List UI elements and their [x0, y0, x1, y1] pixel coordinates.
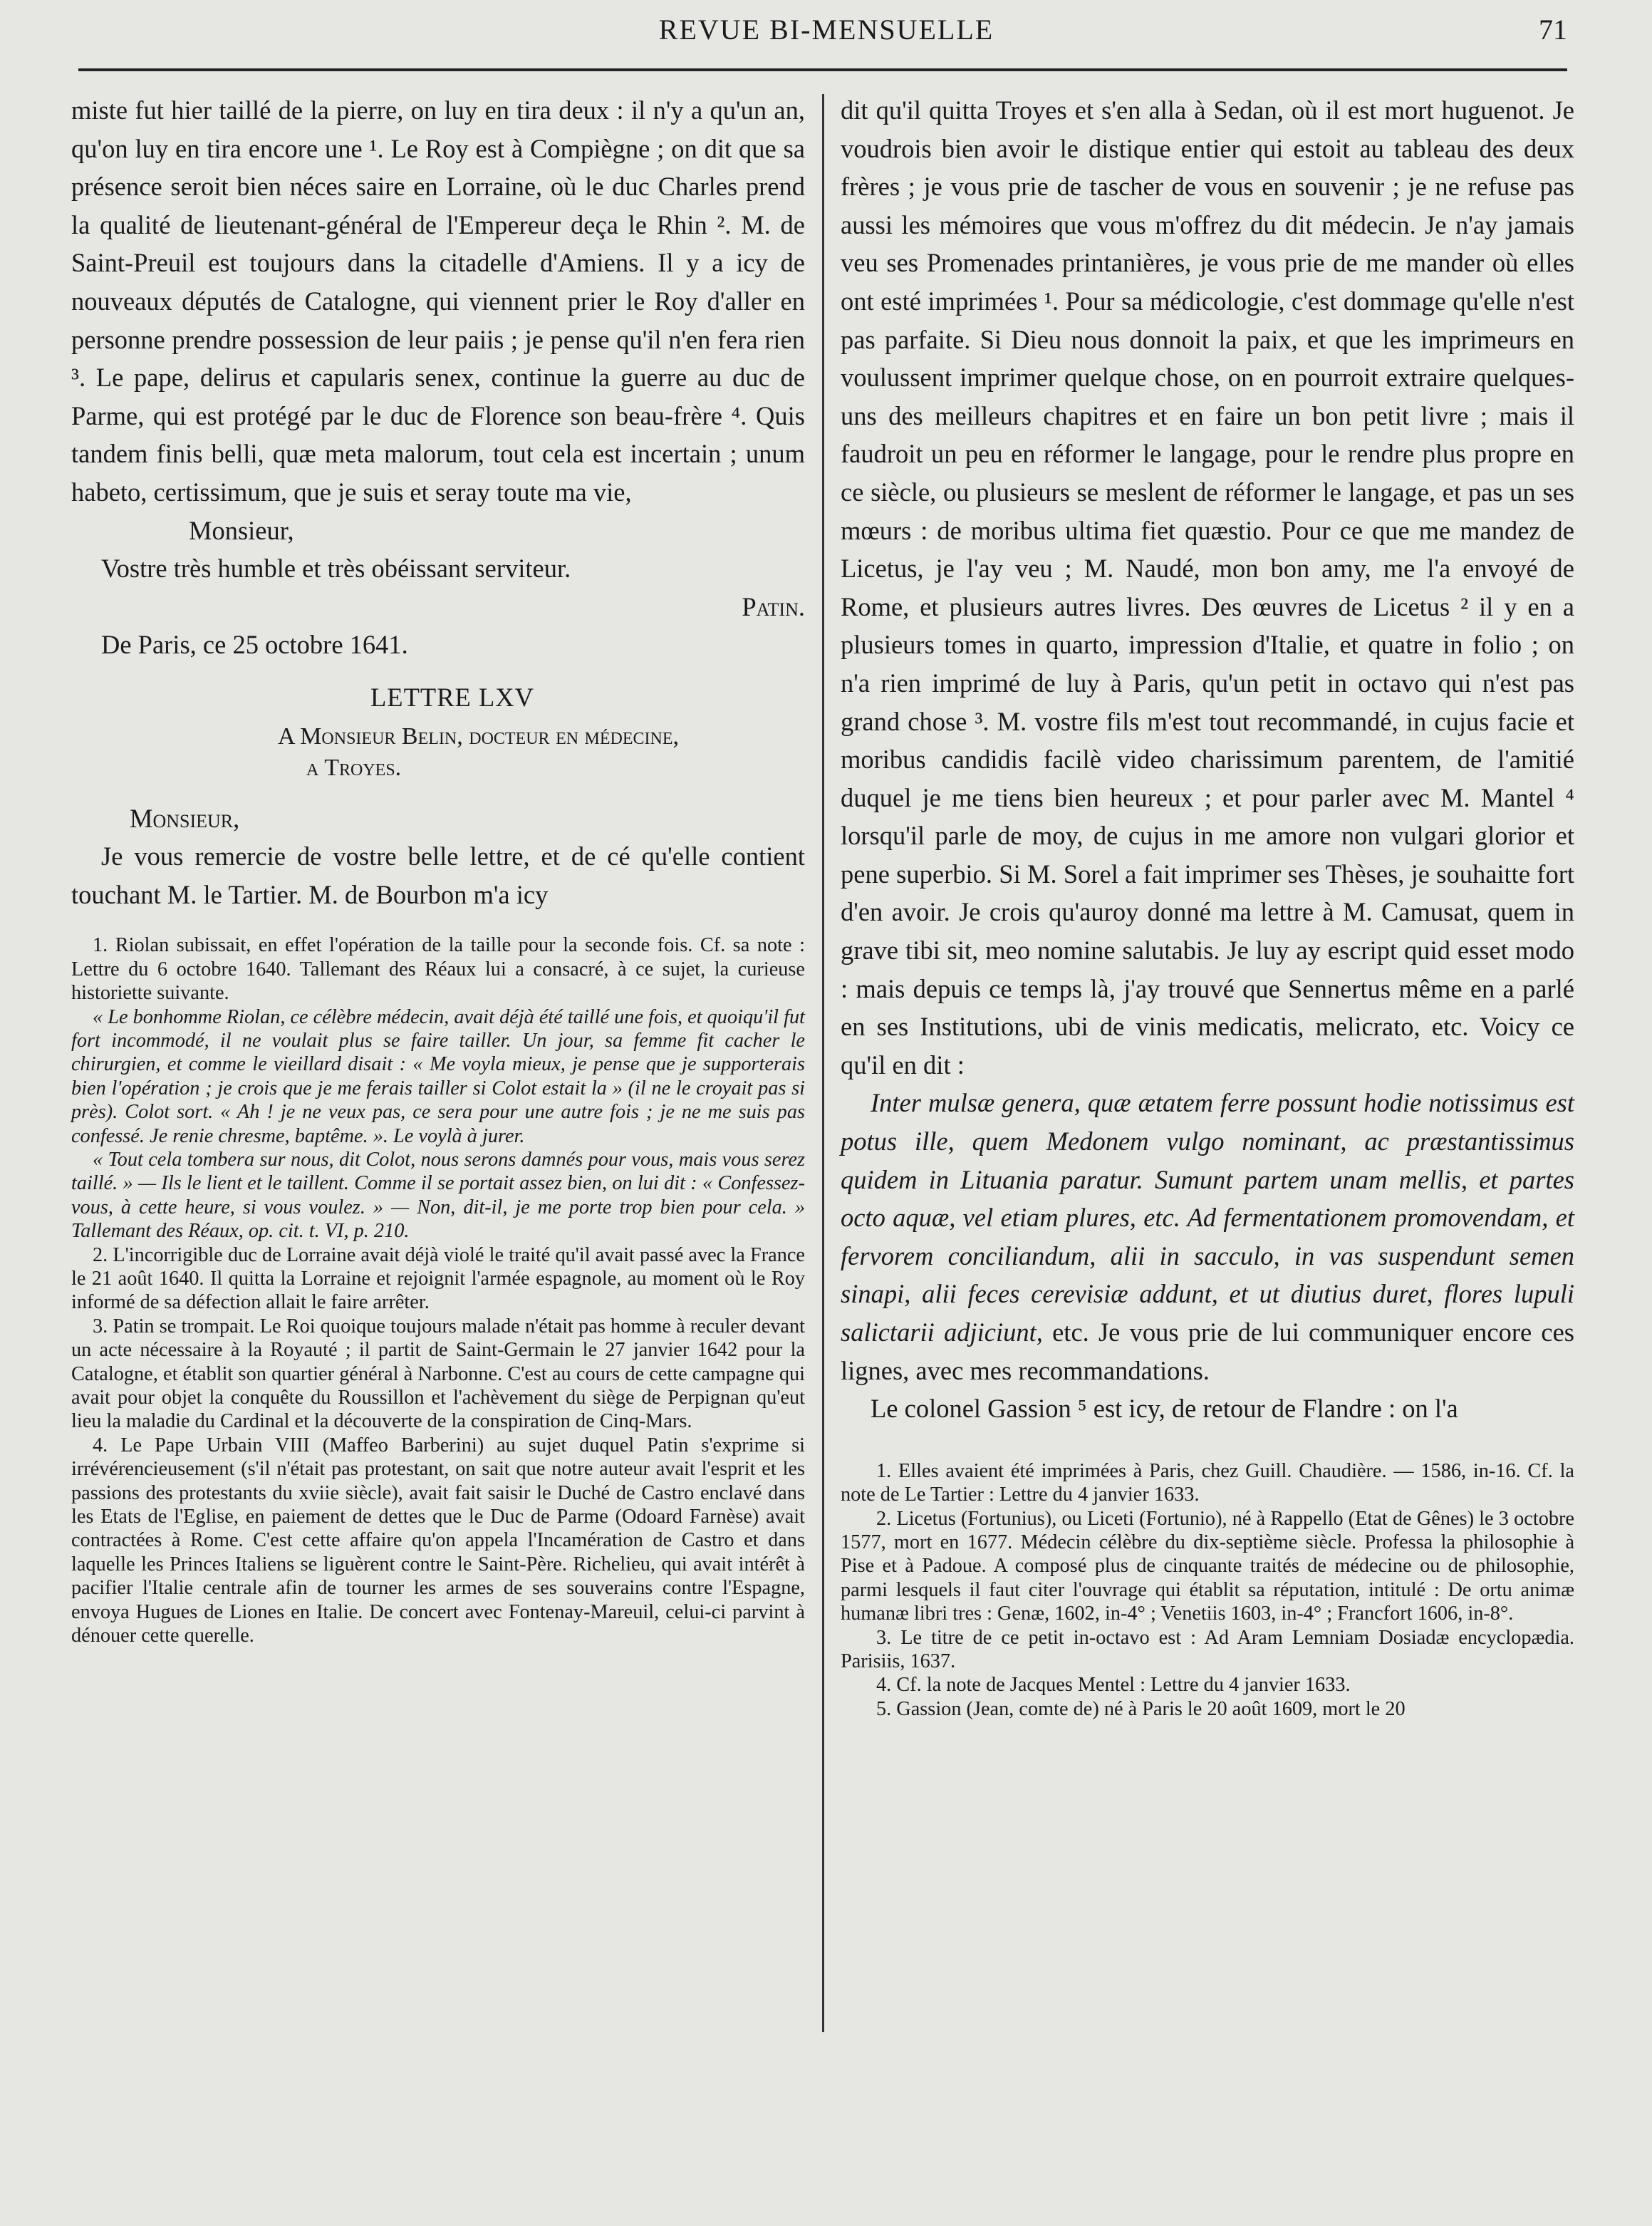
latin-quotation: Inter mulsæ genera, quæ ætatem ferre possunt hodie notissimus est potus ille, quem Medonem vulgo nominant, ac præstantissimus quidem in Lituania paratur. Sumunt partem unam mellis, et partes octo aquæ, vel etiam plures, etc. Ad fermentationem promovendam, et fervorem conciliandum, alii in sacculo, in vas suspendunt semen sinapi, alii feces cerevisiæ addunt, et ut diutius duret, flores lupuli salictarii adjiciunt,	[841, 1088, 1574, 1347]
right-paragraph-1: dit qu'il quitta Troyes et s'en alla à Sedan, où il est mort huguenot. Je voudrois bien avoir le distique entier qui estoit au tableau des deux frères ; je vous prie de tascher de vous en souvenir ; je ne refuse pas aussi les mémoires que vous m'offrez du dit médecin. Je n'ay jamais veu ses Promenades printanières, je vous prie de me mander où elles ont esté imprimées ¹. Pour sa médicologie, c'est dommage qu'elle n'est pas parfaite. Si Dieu nous donnoit la paix, et que les imprimeurs en voulussent imprimer quelque chose, on en pourroit extraire quelques-uns des meilleurs chapitres et en faire un bon petit livre ; mais il faudroit un peu en réformer le langage, pour le rendre plus propre en ce siècle, ou plusieurs se meslent de réformer le langage, et pas un ses mœurs : de moribus ultima fiet quæstio. Pour ce que me mandez de Licetus, je l'ay veu ; M. Naudé, mon bon amy, me l'a envoyé de Rome, et plusieurs autres livres. Des œuvres de Licetus ² il y en a plusieurs tomes in quarto, impression d'Italie, et quatre in folio ; on n'a rien imprimé de luy à Paris, qu'un petit in octavo qui n'est pas grand chose ³. M. vostre fils m'est tout recommandé, in cujus facie et moribus candidis facilè video charissimum parentem, de l'amitié duquel je me tiens bien heureux ; et pour parler avec M. Mantel ⁴ lorsqu'il parle de moy, de cujus in me amore non vulgari glorior et pene superbio. Si M. Sorel a fait imprimer ses Thèses, je souhaitte fort d'en avoir. Je crois qu'auroy donné ma lettre à M. Camusat, quem in grave tibi sit, meo nomine salutabis. Je luy ay escript quid esset modo : mais depuis ce temps là, j'ay trouvé que Sennertus même en a parlé en ses Institutions, ubi de vinis medicatis, melicrato, etc. Voicy ce qu'il en dit :	[841, 95, 1574, 1080]
footnote: 3. Le titre de ce petit in-octavo est : Ad Aram Lemniam Dosiadæ encyclopædia. Parisiis, 1637.	[841, 1626, 1574, 1673]
latin-quotation-paragraph	[841, 1084, 1574, 1389]
left-footnotes	[71, 933, 805, 1647]
header-rule	[78, 68, 1567, 71]
dateline: De Paris, ce 25 octobre 1641.	[101, 630, 408, 660]
left-paragraph-1: miste fut hier taillé de la pierre, on luy en tira deux : il n'y a qu'un an, qu'on luy en tira encore une ¹. Le Roy est à Compiègne ; on dit que sa présence seroit bien néces saire en Lorraine, où le duc Charles prend la qualité de lieutenant-général de l'Empereur deça le Rhin ². M. de Saint-Preuil est toujours dans la citadelle d'Amiens. Il y a icy de nouveaux députés de Catalogne, qui viennent prier le Roy d'aller en personne prendre possession de leur paiis ; je pense qu'il n'en fera rien ³. Le pape, delirus et capularis senex, continue la guerre au duc de Parme, qui est protégé par le duc de Florence son beau-frère ⁴. Quis tandem finis belli, quæ meta malorum, tout cela est incertain ; unum habeto, certissimum, que je suis et seray toute ma vie,	[71, 95, 805, 507]
left-column	[71, 91, 805, 1647]
footnote: 4. Cf. la note de Jacques Mentel : Lettre du 4 janvier 1633.	[876, 1674, 1351, 1697]
running-head	[71, 13, 1581, 56]
quotation-tail: etc. Je vous prie de lui communiquer encore ces lignes, avec mes recommandations.	[841, 1318, 1575, 1385]
footnote-quotation: « Le bonhomme Riolan, ce célèbre médecin, avait déjà été taillé une fois, et quoiqu'il fut fort incommodé, il ne voulait plus se faire tailler. Un jour, sa femme fit cacher le chirurgien, et comme le vieillard disait : « Me voyla mieux, je pense que je supporterais bien l'opération ; je crois que je me ferais tailler si Colot estait la » (il ne le croyait pas si près). Colot sort. « Ah ! je ne veux pas, ce sera pour une autre fois ; je ne me suis pas confessé. Je renie chresme, baptême. ». Le voylà à jurer.	[71, 1005, 805, 1147]
footnote: 2. L'incorrigible duc de Lorraine avait déjà violé le traité qu'il avait passé avec la France le 21 août 1640. Il quitta la Lorraine et rejoignit l'armée espagnole, au moment où le Roy informé de sa défection allait le faire arrêter.	[71, 1243, 805, 1314]
footnote: 1. Riolan subissait, en effet l'opération de la taille pour la seconde fois. Cf. sa note : Lettre du 6 octobre 1640. Tallemant des Réaux lui a consacré, à ce sujet, la curieuse historiette suivante.	[71, 934, 805, 1005]
closing-formula: Vostre très humble et très obéissant serviteur.	[101, 554, 571, 584]
left-paragraph-2: Je vous remercie de vostre belle lettre, et de cé qu'elle contient touchant M. le Tartier. M. de Bourbon m'a icy	[71, 842, 805, 909]
letter-heading: LETTRE LXV	[370, 682, 534, 712]
footnote-quotation: « Tout cela tombera sur nous, dit Colot, nous serons damnés pour vous, mais vous serez taillé. » — Ils le lient et le taillent. Comme il se portait assez bien, on lui dit : « Confessez-vous, à cette heure, si vous voulez. » — Non, dit-il, je me porte trop bien pour cela. » Tallemant des Réaux, op. cit. t. VI, p. 210.	[71, 1148, 805, 1243]
footnote: 1. Elles avaient été imprimées à Paris, chez Guill. Chaudière. — 1586, in-16. Cf. la note de Le Tartier : Lettre du 4 janvier 1633.	[841, 1459, 1574, 1506]
signature: Patin.	[742, 591, 805, 621]
salutation: Monsieur,	[189, 515, 294, 545]
letter-address	[71, 721, 805, 784]
right-column	[841, 91, 1574, 1721]
right-paragraph-3: Le colonel Gassion ⁵ est icy, de retour de Flandre : on l'a	[871, 1394, 1458, 1424]
footnote: 5. Gassion (Jean, comte de) né à Paris le 20 août 1609, mort le 20	[876, 1697, 1406, 1720]
address-line-1: A Monsieur Belin, docteur en médecine,	[278, 723, 680, 750]
column-divider	[822, 94, 824, 2032]
page-number: 71	[1539, 14, 1567, 46]
salutation-2: Monsieur,	[130, 803, 240, 833]
footnote: 3. Patin se trompait. Le Roi quoique toujours malade n'était pas homme à reculer devant un acte nécessaire à la Royauté ; il partit de Saint-Germain le 27 janvier 1642 pour la Catalogne, et établit son quartier général à Narbonne. C'est au cours de cette campagne qui avait pour objet la conquête du Roussillon et l'achèvement du siège de Perpignan qu'eut lieu la maladie du Cardinal et la découverte de la conspiration de Cinq-Mars.	[71, 1315, 805, 1433]
footnote: 4. Le Pape Urbain VIII (Maffeo Barberini) au sujet duquel Patin s'exprime si irrévérencieusement (s'il n'était pas protestant, on sait que notre auteur avait l'esprit et les passions des protestants du xviie siècle), avait fait saisir le Duché de Castro enclavé dans les Etats de l'Eglise, en paiement de dettes que le Duc de Parme (Odoard Farnèse) avait contractées à Rome. C'est cette affaire qu'on appela l'Incamération de Castro et dans laquelle les Princes Italiens se liguèrent contre le Saint-Père. Richelieu, qui avait intérêt à pacifier l'Italie centrale afin de tourner les armes de ses souverains contre l'Espagne, envoya Hugues de Liones en Italie. De concert avec Fontenay-Mareuil, celui-ci parvint à dénouer cette querelle.	[71, 1434, 805, 1647]
address-line-2: a Troyes.	[306, 754, 402, 781]
right-footnotes	[841, 1459, 1574, 1721]
running-title: REVUE BI-MENSUELLE	[658, 14, 994, 46]
footnote: 2. Licetus (Fortunius), ou Liceti (Fortunio), né à Rappello (Etat de Gênes) le 3 octobre 1577, mort en 1677. Médecin célèbre du dix-septième siècle. Professa la philosophie à Pise et à Padoue. A composé plus de cinquante traités de médecine ou de philosophie, parmi lesquels il faut citer l'ouvrage qui établit sa réputation, intitulé : De ortu animæ humanæ libri tres : Genæ, 1602, in-4° ; Venetiis 1603, in-4° ; Francfort 1606, in-8°.	[841, 1507, 1574, 1625]
